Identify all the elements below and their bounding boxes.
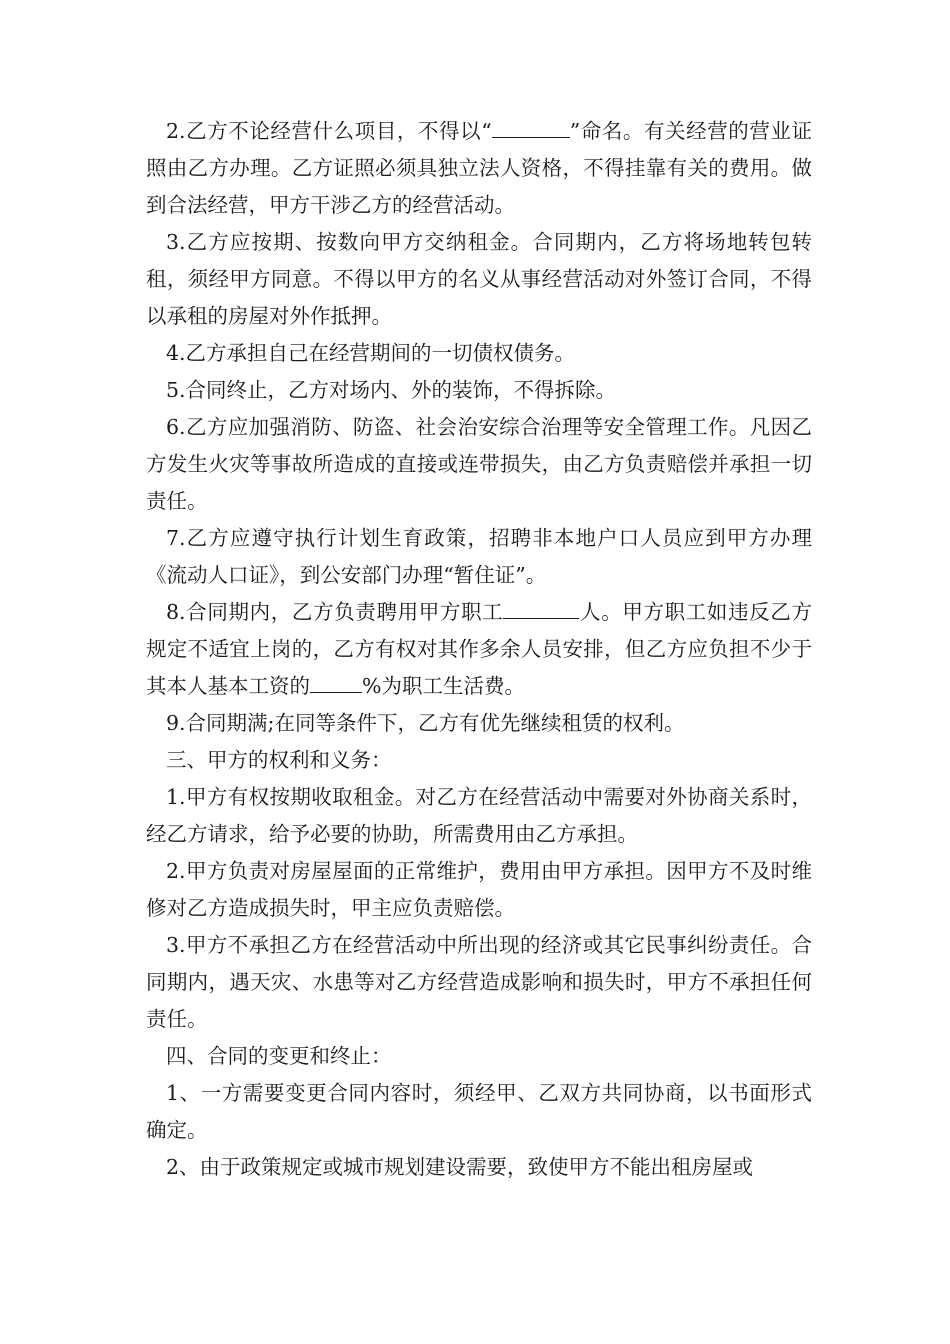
- clause-2-text-a: 2.乙方不论经营什么项目，不得以“: [166, 119, 492, 143]
- change-clause-2: 2、由于政策规定或城市规划建设需要，致使甲方不能出租房屋或: [166, 1155, 754, 1179]
- change-clause-1: 1、一方需要变更合同内容时，须经甲、乙双方共同协商，以书面形式确定。: [146, 1081, 812, 1142]
- clause-2-text-d: 关的费用。做到合法经营，甲方干涉乙方的经营活动。: [146, 156, 813, 217]
- clause-4: 4.乙方承担自己在经营期间的一切债权债务。: [166, 341, 576, 365]
- section-heading-4: 四、合同的变更和终止：: [166, 1044, 392, 1068]
- clause-8-text-b: 人。甲方职工如违反: [579, 600, 771, 624]
- clause-9: 9.合同期满;在同等条件下，乙方有优先继续租赁的权利。: [166, 711, 685, 735]
- clause-3: 3.乙方应按期、按数向甲方交纳租金。合同期内，乙方将场地转包转租，须经甲方同意。不得以甲方的名义从事经营活动对外签订合同，不得以承租的房屋对外作抵押。: [146, 230, 812, 328]
- blank-percentage: [310, 672, 362, 693]
- clause-2-text-c: 营业证照由乙方办理。乙方证照必须具独立法人资格，不得挂靠有: [146, 119, 813, 180]
- clause-8-text-a: 8.合同期内，乙方负责聘用甲方职工: [166, 600, 504, 624]
- clause-8: [146, 594, 812, 705]
- clause-2: [146, 113, 812, 224]
- document-body: [146, 113, 812, 1186]
- party-a-clause-3: 3.甲方不承担乙方在经营活动中所出现的经济或其它民事纠纷责任。合同期内，遇天灾、水患等对乙方经营造成影响和损失时，甲方不承担任何责任。: [146, 933, 812, 1031]
- clause-6: 6.乙方应加强消防、防盗、社会治安综合治理等安全管理工作。凡因乙方发生火灾等事故所造成的直接或连带损失，由乙方负责赔偿并承担一切责任。: [146, 415, 812, 513]
- clause-8-text-c: 乙方规定不适宜上岗的，乙方有权对其作多余人员安排，但乙方应: [146, 600, 813, 661]
- clause-8-text-e: %为职工生活费。: [362, 674, 525, 698]
- party-a-clause-1: 1.甲方有权按期收取租金。对乙方在经营活动中需要对外协商关系时，经乙方请求，给予必要的协助，所需费用由乙方承担。: [146, 785, 812, 846]
- clause-2-text-b: ”命名。有关经营的: [569, 119, 750, 143]
- clause-8-text-d: 负担不少于其本人基本工资的: [146, 637, 813, 698]
- clause-7: 7.乙方应遵守执行计划生育政策，招聘非本地户口人员应到甲方办理《流动人口证》，到公安部门办理“暂住证”。: [146, 526, 812, 587]
- section-heading-3: 三、甲方的权利和义务：: [166, 748, 392, 772]
- party-a-clause-2: 2.甲方负责对房屋屋面的正常维护，费用由甲方承担。因甲方不及时维修对乙方造成损失时，甲主应负责赔偿。: [146, 859, 812, 920]
- clause-5: 5.合同终止，乙方对场内、外的装饰，不得拆除。: [166, 378, 617, 402]
- blank-staff-count: [503, 598, 579, 619]
- blank-name-field: [492, 117, 570, 138]
